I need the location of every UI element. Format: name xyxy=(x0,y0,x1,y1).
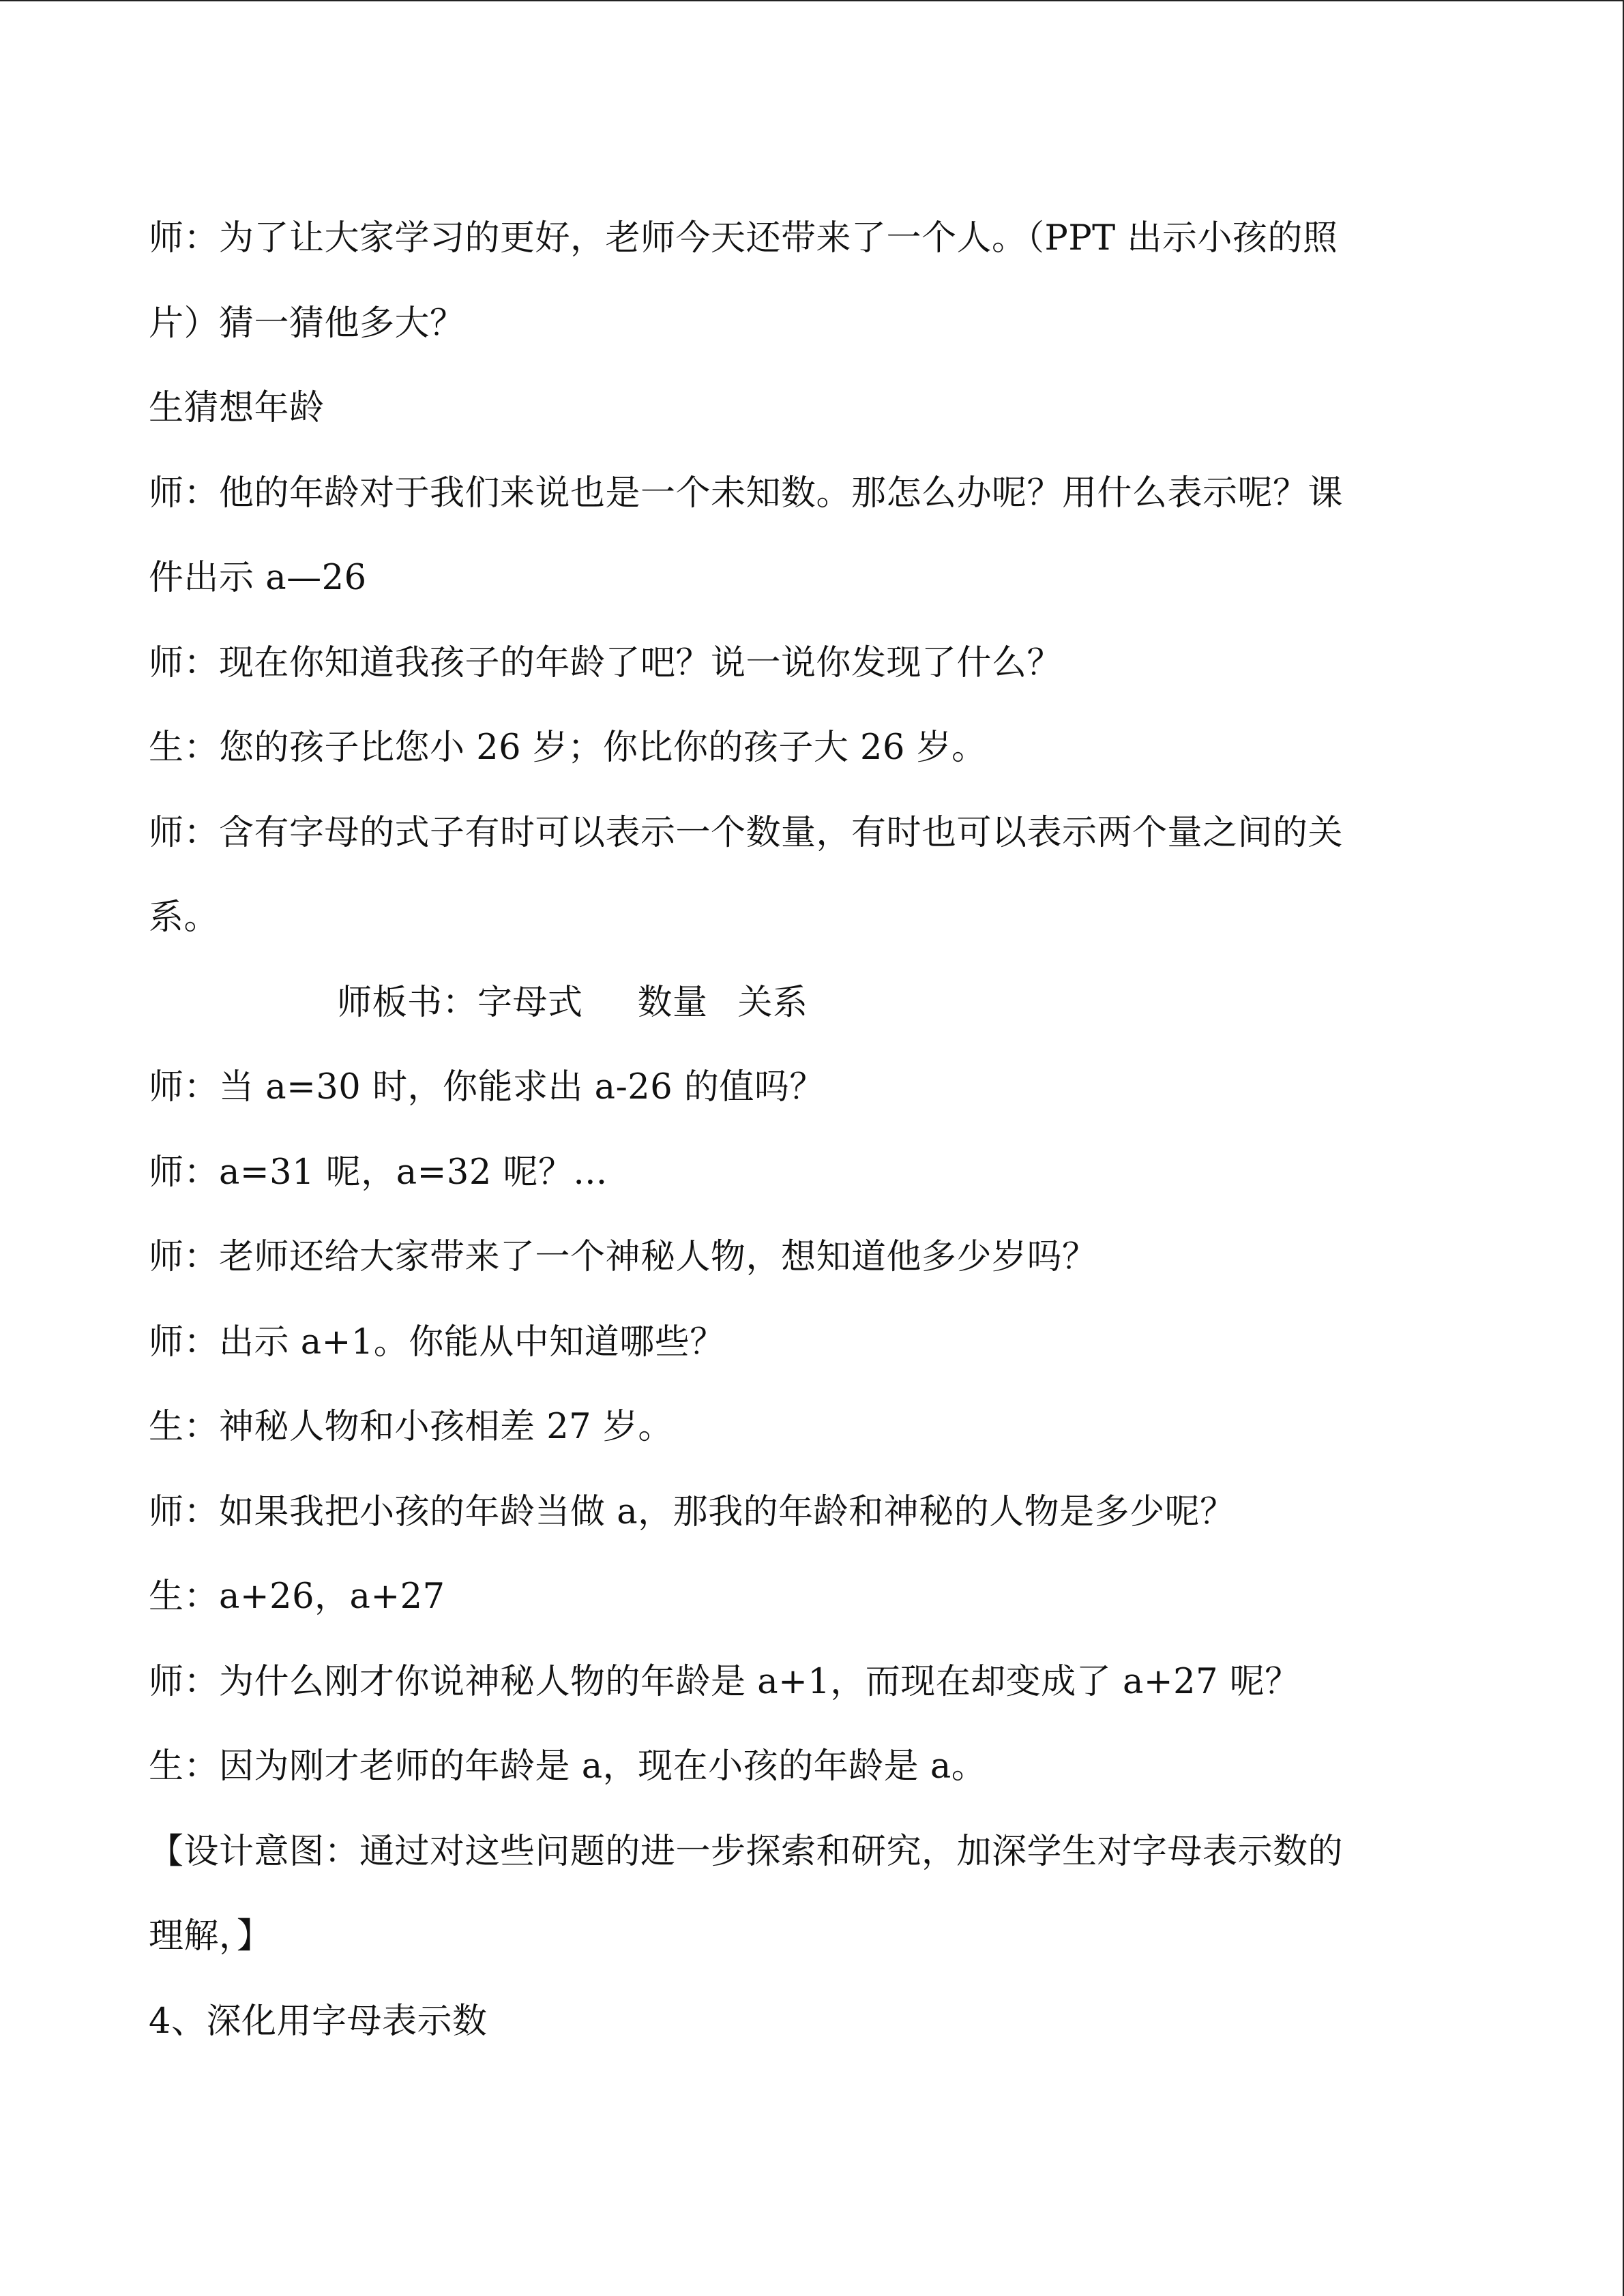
paragraph-line-3: 生猜想年龄 xyxy=(149,388,325,428)
board-item-quantity: 数量 xyxy=(637,982,708,1023)
paragraph-line-2: 片）猜一猜他多大？ xyxy=(149,303,465,344)
paragraph-line-11: 师：当 a=30 时，你能求出 a-26 的值吗？ xyxy=(149,1067,825,1107)
paragraph-line-19: 生：因为刚才老师的年龄是 a，现在小孩的年龄是 a。 xyxy=(149,1746,987,1787)
paragraph-line-4: 师：他的年龄对于我们来说也是一个未知数。那怎么办呢？用什么表示呢？课 xyxy=(149,473,1344,513)
paragraph-line-18: 师：为什么刚才你说神秘人物的年龄是 a+1，而现在却变成了 a+27 呢？ xyxy=(149,1661,1300,1702)
paragraph-line-8: 师：含有字母的式子有时可以表示一个数量，有时也可以表示两个量之间的关 xyxy=(149,812,1344,853)
design-intent-line-1: 【设计意图：通过对这些问题的进一步探索和研究，加深学生对字母表示数的 xyxy=(149,1831,1344,1872)
page-top-border xyxy=(0,0,1624,1)
section-heading: 4、深化用字母表示数 xyxy=(149,2001,488,2042)
paragraph-line-1: 师：为了让大家学习的更好，老师今天还带来了一个人。（PPT 出示小孩的照 xyxy=(149,218,1338,258)
document-page xyxy=(149,208,1465,2076)
paragraph-line-14: 师：出示 a+1。你能从中知道哪些？ xyxy=(149,1322,725,1362)
board-item-relation: 关系 xyxy=(737,982,808,1023)
paragraph-line-12: 师：a=31 呢，a=32 呢？... xyxy=(149,1152,608,1193)
board-writing-line xyxy=(149,972,1465,1058)
paragraph-line-13: 师：老师还给大家带来了一个神秘人物，想知道他多少岁吗？ xyxy=(149,1237,1097,1277)
design-intent-line-2: 理解，】 xyxy=(149,1916,272,1956)
paragraph-line-9: 系。 xyxy=(149,897,220,938)
board-label: 师板书：字母式 xyxy=(337,982,583,1023)
paragraph-line-5: 件出示 a—26 xyxy=(149,558,367,598)
paragraph-line-16: 师：如果我把小孩的年龄当做 a，那我的年龄和神秘的人物是多少呢？ xyxy=(149,1491,1235,1532)
paragraph-line-15: 生：神秘人物和小孩相差 27 岁。 xyxy=(149,1407,673,1447)
paragraph-line-7: 生：您的孩子比您小 26 岁；你比你的孩子大 26 岁。 xyxy=(149,728,987,768)
paragraph-line-6: 师：现在你知道我孩子的年龄了吧？说一说你发现了什么？ xyxy=(149,642,1063,683)
paragraph-line-17: 生：a+26，a+27 xyxy=(149,1577,445,1617)
